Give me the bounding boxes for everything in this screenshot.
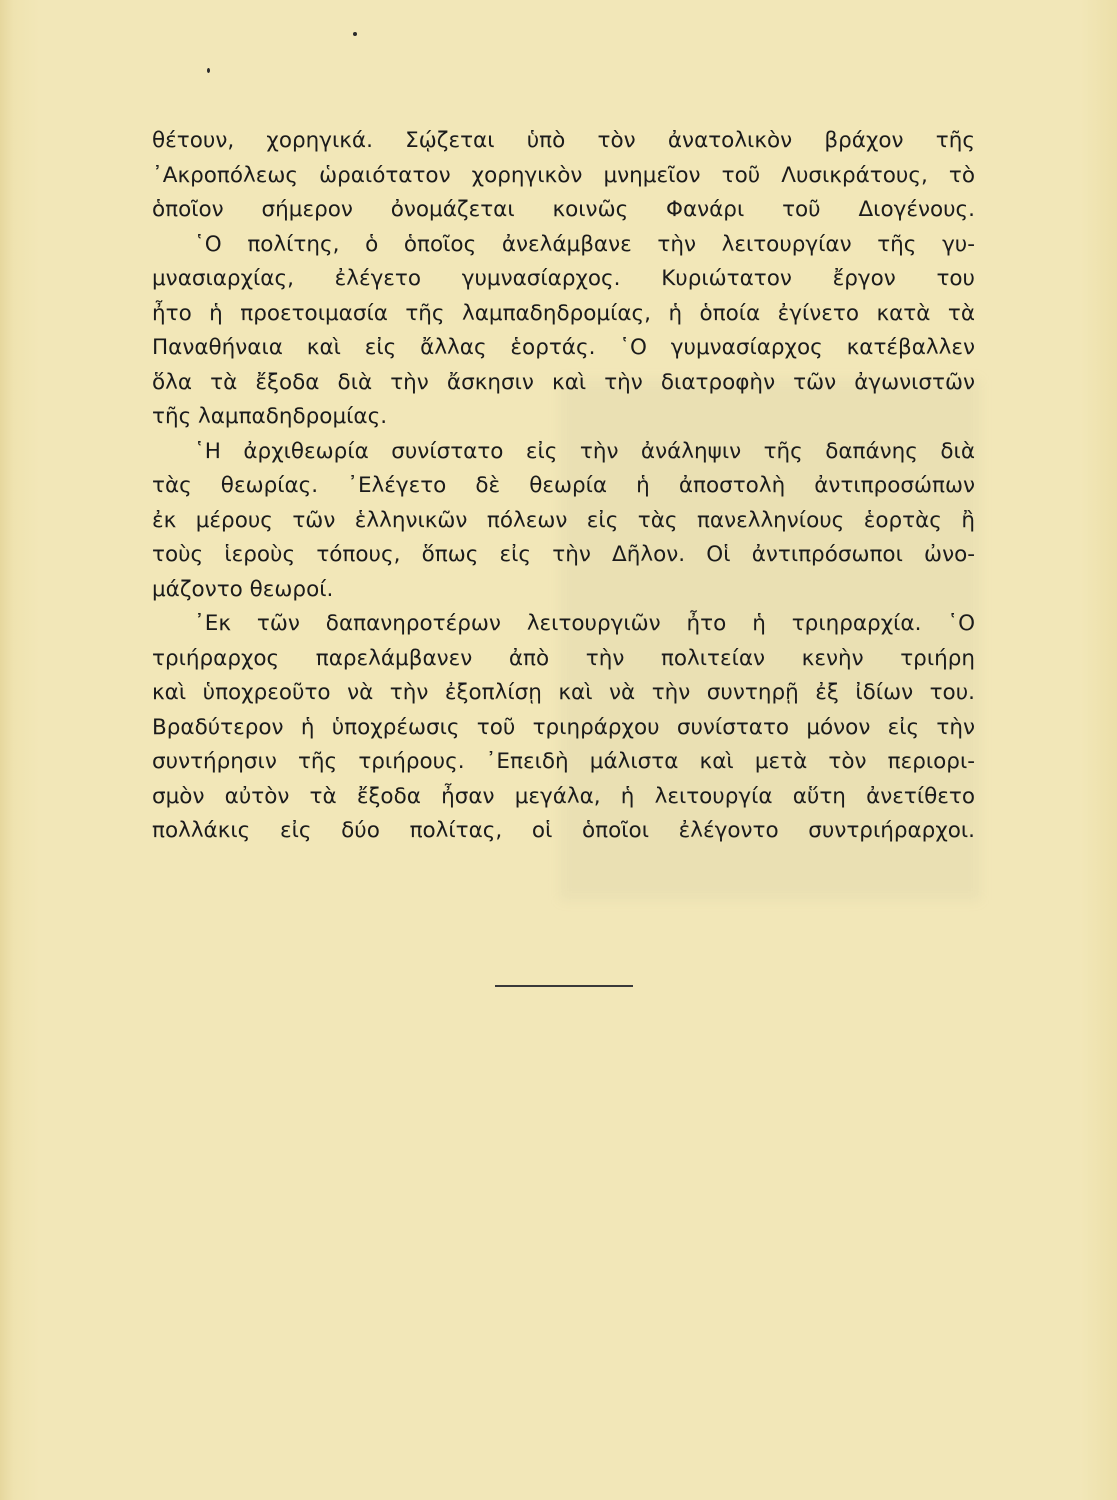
- text-line: ὅλα τὰ ἔξοδα διὰ τὴν ἄσκησιν καὶ τὴν διατροφὴν τῶν ἀγωνιστῶν: [152, 369, 975, 395]
- text-line: ἦτο ἡ προετοιμασία τῆς λαμπαδηδρομίας, ἡ ὁποία ἐγίνετο κατὰ τὰ: [152, 300, 975, 326]
- text-line: τοὺς ἱεροὺς τόπους, ὅπως εἰς τὴν Δῆλον. Οἱ ἀντιπρόσωποι ὠνο-: [152, 542, 975, 567]
- text-line: καὶ ὑποχρεοῦτο νὰ τὴν ἐξοπλίσῃ καὶ νὰ τὴν συντηρῇ ἐξ ἰδίων του.: [152, 680, 975, 705]
- text-line: ᾿Εκ τῶν δαπανηροτέρων λειτουργιῶν ἦτο ἡ τριηραρχία. ῾Ο: [194, 611, 975, 636]
- text-line: Βραδύτερον ἡ ὑποχρέωσις τοῦ τριηράρχου συνίστατο μόνον εἰς τὴν: [152, 714, 975, 740]
- text-line: Παναθήναια καὶ εἰς ἄλλας ἑορτάς. ῾Ο γυμνασίαρχος κατέβαλλεν: [152, 335, 975, 360]
- text-line: σμὸν αὐτὸν τὰ ἔξοδα ἦσαν μεγάλα, ἡ λειτουργία αὕτη ἀνετίθετο: [152, 783, 975, 809]
- text-line: ὁποῖον σήμερον ὀνομάζεται κοινῶς Φανάρι τοῦ Διογένους.: [152, 197, 975, 222]
- text-line: μάζοντο θεωροί.: [152, 576, 334, 602]
- text-line: πολλάκις εἰς δύο πολίτας, οἱ ὁποῖοι ἐλέγοντο συντριήραρχοι.: [152, 818, 975, 843]
- speck-left: [207, 68, 210, 73]
- text-line: ῾Ο πολίτης, ὁ ὁποῖος ἀνελάμβανε τὴν λειτουργίαν τῆς γυ-: [194, 231, 975, 257]
- body-text: [152, 124, 975, 849]
- text-line: τῆς λαμπαδηδρομίας.: [152, 404, 388, 429]
- text-line: ᾿Ακροπόλεως ὡραιότατον χορηγικὸν μνημεῖον τοῦ Λυσικράτους, τὸ: [152, 162, 975, 188]
- text-line: ῾Η ἀρχιθεωρία συνίστατο εἰς τὴν ἀνάληψιν τῆς δαπάνης διὰ: [194, 438, 975, 464]
- text-line: τὰς θεωρίας. ᾿Ελέγετο δὲ θεωρία ἡ ἀποστολὴ ἀντιπροσώπων: [152, 473, 975, 498]
- speck-top: [353, 32, 357, 36]
- text-line: μνασιαρχίας, ἐλέγετο γυμνασίαρχος. Κυριώτατον ἔργον του: [152, 266, 975, 291]
- separator-rule: [495, 985, 633, 987]
- text-line: συντήρησιν τῆς τριήρους. ᾿Επειδὴ μάλιστα καὶ μετὰ τὸν περιορι-: [152, 749, 975, 774]
- text-line: ἐκ μέρους τῶν ἑλληνικῶν πόλεων εἰς τὰς πανελληνίους ἑορτὰς ἢ: [152, 507, 975, 533]
- text-line: τριήραρχος παρελάμβανεν ἀπὸ τὴν πολιτείαν κενὴν τριήρη: [152, 645, 975, 671]
- text-line: θέτουν, χορηγικά. Σῴζεται ὑπὸ τὸν ἀνατολικὸν βράχον τῆς: [152, 128, 975, 153]
